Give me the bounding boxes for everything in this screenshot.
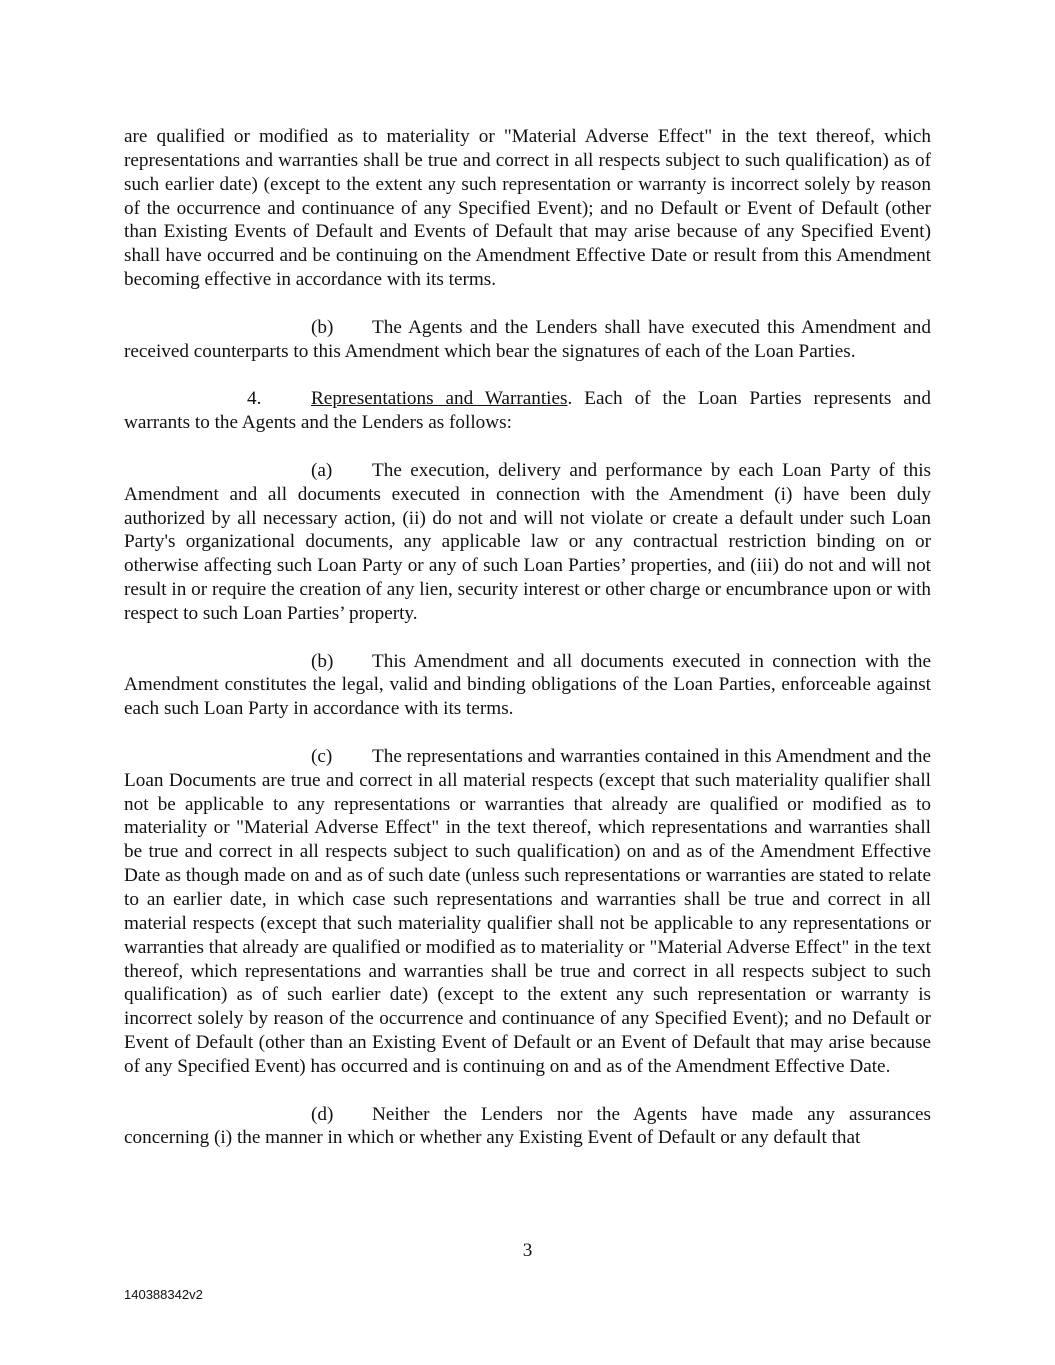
paragraph-text: The execution, delivery and performance by each Loan Party of this Amendment and all documents executed in connection with the Amendment (i) have been duly authorized by all necessary action, (ii) do not and will not violate or create a default under such Loan Party's organizational documents, any applicable law or any contractual restriction binding on or otherwise affecting such Loan Party or any of such Loan Parties’ properties, and (iii) do not and will not result in or require the creation of any lien, security interest or other charge or encumbrance upon or with respect to such Loan Parties’ property. <box>124 459 931 624</box>
paragraph-continuation <box>124 125 931 292</box>
paragraph-label: (c) <box>311 745 333 767</box>
paragraph-label: (b) <box>311 316 334 338</box>
section-title: Representations and Warranties <box>311 388 568 410</box>
section-intro: . Each of the Loan Parties represents and warrants to the Agents and the Lenders as follows: <box>124 388 931 434</box>
section-4-heading <box>124 387 931 435</box>
document-page <box>124 125 931 1174</box>
paragraph-text: The representations and warranties contained in this Amendment and the Loan Documents are true and correct in all material respects (except that such materiality qualifier shall not be applicable to any representations or warranties that already are qualified or modified as to materiality or "Material Adverse Effect" in the text thereof, which representations and warranties shall be true and correct in all respects subject to such qualification) on and as of the Amendment Effective Date as though made on and as of such date (unless such representations or warranties are stated to relate to an earlier date, in which case such representations and warranties shall be true and correct in all material respects (except that such materiality qualifier shall not be applicable to any representations or warranties that already are qualified or modified as to materiality or "Material Adverse Effect" in the text thereof, which representations and warranties shall be true and correct in all respects subject to such qualification) as of such earlier date) (except to the extent any such representation or warranty is incorrect solely by reason of the occurrence and continuance of any Specified Event); and no Default or Event of Default (other than an Existing Event of Default or an Event of Default that may arise because of any Specified Event) has occurred and is continuing on and as of the Amendment Effective Date. <box>124 745 931 1077</box>
paragraph-label: (d) <box>311 1103 334 1125</box>
paragraph-text: Neither the Lenders nor the Agents have made any assurances concerning (i) the manner in which or whether any Existing Event of Default or any default that <box>124 1103 931 1149</box>
paragraph-4b <box>124 650 931 722</box>
paragraph-3b <box>124 316 931 364</box>
paragraph-label: (b) <box>311 650 334 672</box>
document-id: 140388342v2 <box>124 1287 203 1302</box>
paragraph-4c <box>124 745 931 1079</box>
paragraph-text: This Amendment and all documents executed in connection with the Amendment constitutes the legal, valid and binding obligations of the Loan Parties, enforceable against each such Loan Party in accordance with its terms. <box>124 650 931 720</box>
paragraph-4a <box>124 459 931 626</box>
paragraph-text: The Agents and the Lenders shall have executed this Amendment and received counterparts to this Amendment which bear the signatures of each of the Loan Parties. <box>124 316 931 362</box>
page-number: 3 <box>522 1240 533 1261</box>
section-number: 4. <box>247 388 262 410</box>
paragraph-text: are qualified or modified as to materiality or "Material Adverse Effect" in the text thereof, which representations and warranties shall be true and correct in all respects subject to such qualification) as of such earlier date) (except to the extent any such representation or warranty is incorrect solely by reason of the occurrence and continuance of any Specified Event); and no Default or Event of Default (other than Existing Events of Default and Events of Default that may arise because of any Specified Event) shall have occurred and be continuing on the Amendment Effective Date or result from this Amendment becoming effective in accordance with its terms. <box>124 126 931 291</box>
paragraph-4d <box>124 1103 931 1151</box>
paragraph-label: (a) <box>311 459 333 481</box>
